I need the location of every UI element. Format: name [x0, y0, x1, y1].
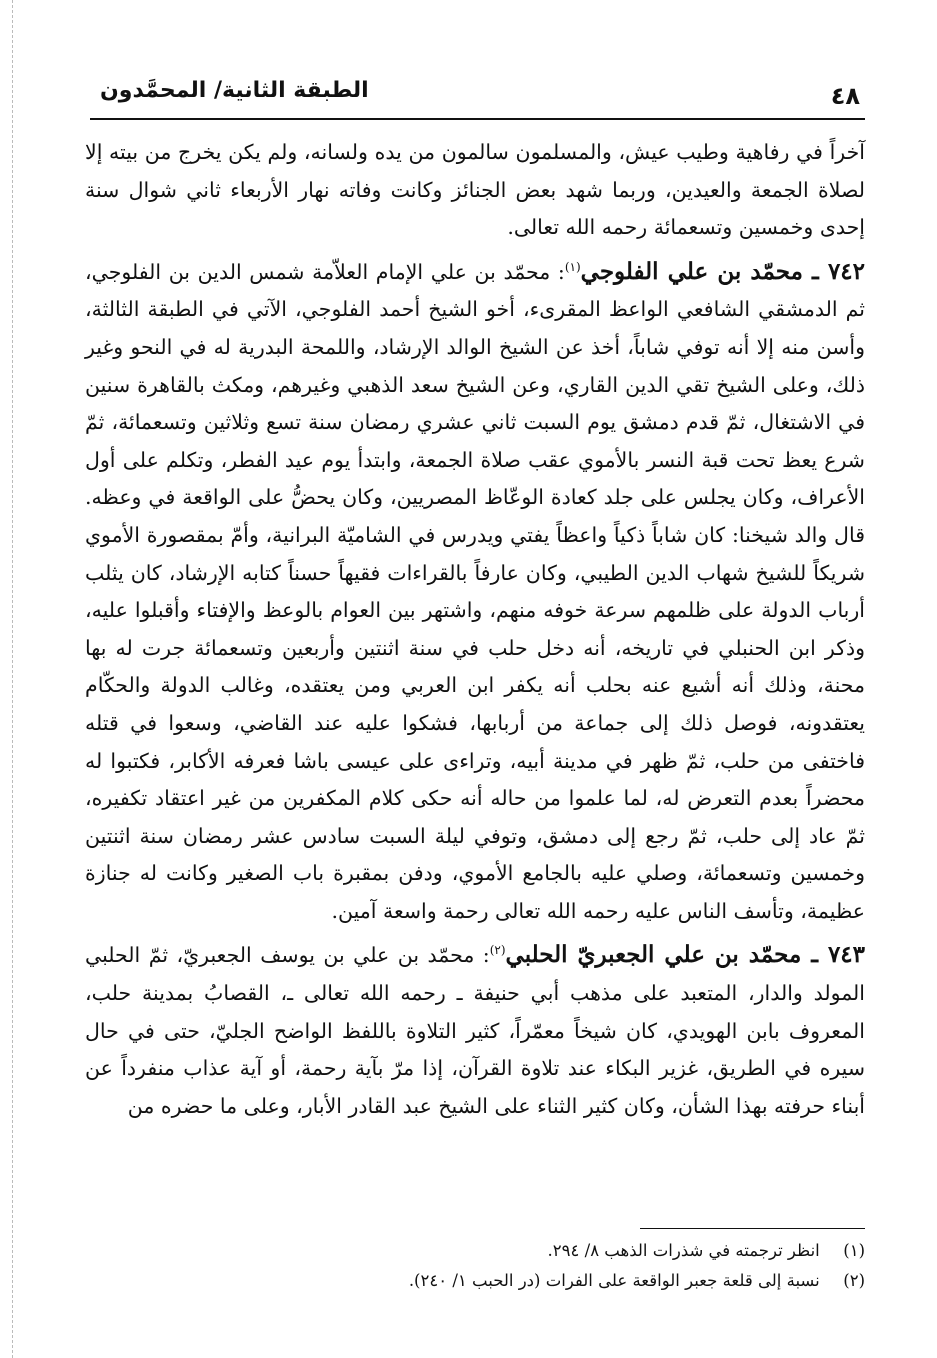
footnote-text: نسبة إلى قلعة جعبر الواقعة على الفرات (در الحبب ١/ ٢٤٠).	[408, 1271, 820, 1290]
footnote-number: (٢)	[843, 1271, 865, 1290]
entry-heading: ٧٤٢ ـ محمّد بن علي الفلوجي	[580, 257, 865, 285]
footnote-number: (١)	[843, 1241, 865, 1260]
paragraph-text: آخراً في رفاهية وطيب عيش، والمسلمون سالمون من يده ولسانه، ولم يكن يخرج من بيته إلا لصلاة الجمعة والعيدين، وربما شهد بعض الجنائز وكانت وفاته نهار الأربعاء ثاني شوال سنة إحدى وخمسين وتسعمائة رحمه الله تعالى.	[85, 140, 865, 240]
footnote-2	[200, 1266, 865, 1296]
entry-heading: ٧٤٣ ـ محمّد بن علي الجعبريّ الحلبي	[505, 941, 866, 969]
page-header	[90, 70, 860, 110]
footnote-reference[interactable]: (١)	[564, 259, 581, 274]
entry-text: : محمّد بن علي بن يوسف الجعبريّ، ثمّ الحلبي المولد والدار، المتعبد على مذهب أبي حنيفة ـ رحمه الله تعالى ـ، القصابُ بمدينة حلب، المعروف بابن الهويدي، كان شيخاً معمّراً، كثير التلاوة باللفظ الواضح الجليّ، حتى في حال سيره في الطريق، غزير البكاء عند تلاوة القرآن، إذا مرّ بآية رحمة، أو آية عذاب منفرداً عن أبناء حرفته بهذا الشأن، وكان كثير الثناء على الشيخ عبد القادر الأبار، وعلى ما حضره من	[85, 943, 865, 1118]
page-edge	[0, 0, 13, 1358]
footnote-1	[200, 1236, 865, 1266]
page-number: ٤٨	[830, 82, 860, 110]
biography-entry-743	[85, 936, 865, 1125]
footnotes	[200, 1236, 865, 1296]
paragraph-continuation	[85, 134, 865, 247]
main-text	[85, 134, 865, 1125]
footnote-divider	[640, 1228, 865, 1229]
entry-text: : محمّد بن علي الإمام العلاّمة شمس الدين بن الفلوجي، ثم الدمشقي الشافعي الواعظ المقرىء، أخو الشيخ أحمد الفلوجي، الآتي في الطبقة الثالثة، وأسن منه إلا أنه توفي شاباً، أخذ عن الشيخ الوالد الإرشاد، واللمحة البدرية له في النحو وغير ذلك، وعلى الشيخ تقي الدين القاري، وعن الشيخ سعد الذهبي وغيرهم، ومكث بالقاهرة سنين في الاشتغال، ثمّ قدم دمشق يوم السبت ثاني عشري رمضان سنة تسع وثلاثين وتسعمائة، ثمّ شرع يعظ تحت قبة النسر بالأموي عقب صلاة الجمعة، وابتدأ يوم عيد الفطر، وتكلم على أول الأعراف، وكان يجلس على جلد كعادة الوعّاظ المصريين، وكان يحضُّ على الواقعة في وعظه. قال والد شيخنا: كان شاباً ذكياً واعظاً يفتي ويدرس في الشاميّة البرانية، وأمّ بمقصورة الأموي شريكاً للشيخ شهاب الدين الطيبي، وكان عارفاً بالقراءات فقيهاً حسناً كتابه الإرشاد، كان يثلب أرباب الدولة على ظلمهم سرعة خوفه منهم، واشتهر بين العوام بالوعظ والإفتاء وأقبلوا عليه، وذكر ابن الحنبلي في تاريخه، أنه دخل حلب في سنة اثنتين وأربعين وتسعمائة جرت له بها محنة، وذلك أنه أشيع عنه بحلب أنه يكفر ابن العربي ومن يعتقده، وغالب الدولة والحكّام يعتقدونه، فوصل ذلك إلى جماعة من أربابها، فشكوا عليه عند القاضي، وسعوا في قتله فاختفى من حلب، ثمّ ظهر في مدينة أبيه، وتراءى على عيسى باشا فعرفه الأكابر، فكتبوا له محضراً بعدم التعرض له، لما علموا من حاله أنه حكى كلام المكفرين من غير اعتقاد تكفيره، ثمّ عاد إلى حلب، ثمّ رجع إلى دمشق، وتوفي ليلة السبت سادس عشر رمضان سنة اثنتين وخمسين وتسعمائة، وصلي عليه بالجامع الأموي، ودفن بمقبرة باب الصغير وكانت له جنازة عظيمة، وتأسف الناس عليه رحمه الله تعالى رحمة واسعة آمين.	[85, 259, 865, 923]
footnote-reference[interactable]: (٢)	[489, 943, 506, 958]
biography-entry-742	[85, 253, 865, 931]
header-divider	[90, 118, 865, 120]
footnote-text: انظر ترجمته في شذرات الذهب ٨/ ٢٩٤.	[547, 1241, 820, 1260]
running-title: الطبقة الثانية/ المحمَّدون	[100, 78, 369, 103]
